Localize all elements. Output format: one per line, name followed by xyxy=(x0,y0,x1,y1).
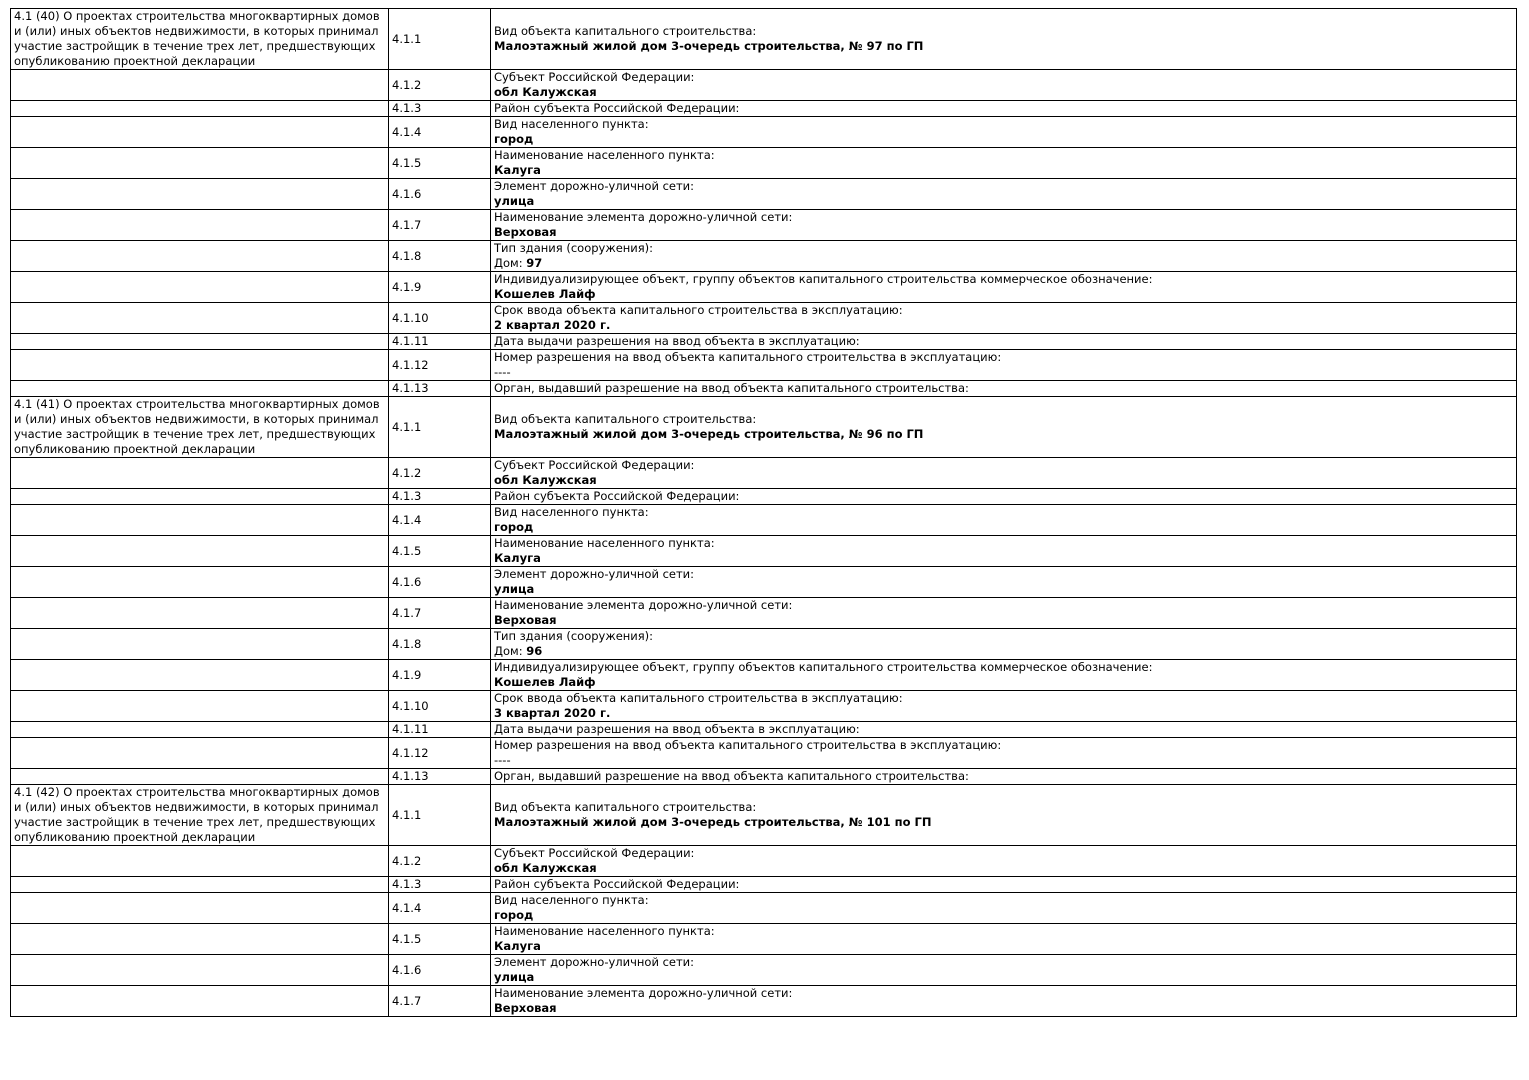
table-row xyxy=(11,381,1517,397)
row-number-cell: 4.1.8 xyxy=(389,241,491,272)
row-number-cell: 4.1.5 xyxy=(389,536,491,567)
section-description-cell: 4.1 (42) О проектах строительства многоквартирных домов и (или) иных объектов недвижимости, в которых принимал участие застройщик в течение трех лет, предшествующих опубликованию проектной декларации xyxy=(11,785,389,846)
row-content-cell xyxy=(491,9,1517,70)
field-value-text: 96 xyxy=(526,644,543,658)
section-description-cell: 4.1 (40) О проектах строительства многоквартирных домов и (или) иных объектов недвижимости, в которых принимал участие застройщик в течение трех лет, предшествующих опубликованию проектной декларации xyxy=(11,9,389,70)
table-row xyxy=(11,846,1517,877)
empty-description-cell xyxy=(11,148,389,179)
field-label: Орган, выдавший разрешение на ввод объекта капитального строительства: xyxy=(494,381,969,395)
row-number-cell: 4.1.4 xyxy=(389,117,491,148)
row-number-cell: 4.1.3 xyxy=(389,489,491,505)
empty-description-cell xyxy=(11,241,389,272)
row-content-cell xyxy=(491,785,1517,846)
field-label: Наименование населенного пункта: xyxy=(494,148,715,162)
field-label: Индивидуализирующее объект, группу объектов капитального строительства коммерческое обозначение: xyxy=(494,660,1153,674)
field-value: обл Калужская xyxy=(494,85,597,99)
row-number-cell: 4.1.6 xyxy=(389,567,491,598)
table-row xyxy=(11,334,1517,350)
empty-description-cell xyxy=(11,179,389,210)
row-content-cell xyxy=(491,893,1517,924)
table-row xyxy=(11,350,1517,381)
field-label: Элемент дорожно-уличной сети: xyxy=(494,955,695,969)
row-number-cell: 4.1.2 xyxy=(389,458,491,489)
row-number-cell: 4.1.4 xyxy=(389,893,491,924)
table-row xyxy=(11,893,1517,924)
field-value: Верховая xyxy=(494,225,557,239)
row-content-cell xyxy=(491,955,1517,986)
row-number-cell: 4.1.9 xyxy=(389,660,491,691)
empty-description-cell xyxy=(11,567,389,598)
field-value: город xyxy=(494,908,534,922)
row-content-cell xyxy=(491,660,1517,691)
field-label: Наименование элемента дорожно-уличной сети: xyxy=(494,210,793,224)
field-value: 3 квартал 2020 г. xyxy=(494,706,611,720)
row-content-cell xyxy=(491,986,1517,1017)
field-label: Тип здания (сооружения): xyxy=(494,629,654,643)
row-content-cell xyxy=(491,381,1517,397)
empty-description-cell xyxy=(11,458,389,489)
row-content-cell xyxy=(491,567,1517,598)
table-row xyxy=(11,785,1517,846)
row-content-cell xyxy=(491,489,1517,505)
table-row xyxy=(11,70,1517,101)
table-row xyxy=(11,458,1517,489)
field-label: Вид объекта капитального строительства: xyxy=(494,412,757,426)
field-label: Вид населенного пункта: xyxy=(494,117,649,131)
row-number-cell: 4.1.12 xyxy=(389,738,491,769)
field-label: Индивидуализирующее объект, группу объектов капитального строительства коммерческое обозначение: xyxy=(494,272,1153,286)
field-label: Вид объекта капитального строительства: xyxy=(494,24,757,38)
field-value: ---- xyxy=(494,753,511,767)
row-content-cell xyxy=(491,241,1517,272)
field-label: Вид населенного пункта: xyxy=(494,505,649,519)
table-row xyxy=(11,272,1517,303)
field-value xyxy=(494,644,1513,659)
field-value: Калуга xyxy=(494,939,541,953)
field-value: город xyxy=(494,132,534,146)
field-label: Район субъекта Российской Федерации: xyxy=(494,101,740,115)
field-label: Элемент дорожно-уличной сети: xyxy=(494,179,695,193)
row-content-cell xyxy=(491,505,1517,536)
empty-description-cell xyxy=(11,893,389,924)
field-label: Субъект Российской Федерации: xyxy=(494,846,695,860)
field-label: Орган, выдавший разрешение на ввод объекта капитального строительства: xyxy=(494,769,969,783)
field-value: Калуга xyxy=(494,551,541,565)
empty-description-cell xyxy=(11,660,389,691)
row-number-cell: 4.1.12 xyxy=(389,350,491,381)
empty-description-cell xyxy=(11,877,389,893)
field-value xyxy=(494,256,1513,271)
row-number-cell: 4.1.1 xyxy=(389,397,491,458)
table-row xyxy=(11,397,1517,458)
row-number-cell: 4.1.1 xyxy=(389,9,491,70)
row-content-cell xyxy=(491,846,1517,877)
project-declaration-table xyxy=(10,8,1517,1017)
row-number-cell: 4.1.13 xyxy=(389,381,491,397)
row-number-cell: 4.1.3 xyxy=(389,877,491,893)
row-content-cell xyxy=(491,691,1517,722)
empty-description-cell xyxy=(11,489,389,505)
empty-description-cell xyxy=(11,722,389,738)
table-row xyxy=(11,986,1517,1017)
table-row xyxy=(11,117,1517,148)
row-number-cell: 4.1.11 xyxy=(389,334,491,350)
empty-description-cell xyxy=(11,955,389,986)
row-content-cell xyxy=(491,598,1517,629)
declaration-table-body xyxy=(11,9,1517,1017)
empty-description-cell xyxy=(11,924,389,955)
field-value: обл Калужская xyxy=(494,861,597,875)
table-row xyxy=(11,629,1517,660)
table-row xyxy=(11,241,1517,272)
table-row xyxy=(11,179,1517,210)
field-value: ---- xyxy=(494,365,511,379)
empty-description-cell xyxy=(11,846,389,877)
row-content-cell xyxy=(491,303,1517,334)
field-value: Малоэтажный жилой дом 3-очередь строительства, № 96 по ГП xyxy=(494,427,924,441)
empty-description-cell xyxy=(11,70,389,101)
row-content-cell xyxy=(491,350,1517,381)
field-value: Кошелев Лайф xyxy=(494,675,596,689)
field-label: Вид объекта капитального строительства: xyxy=(494,800,757,814)
empty-description-cell xyxy=(11,986,389,1017)
field-label: Наименование элемента дорожно-уличной сети: xyxy=(494,986,793,1000)
table-row xyxy=(11,9,1517,70)
empty-description-cell xyxy=(11,536,389,567)
row-number-cell: 4.1.10 xyxy=(389,303,491,334)
field-label: Дата выдачи разрешения на ввод объекта в эксплуатацию: xyxy=(494,722,860,736)
empty-description-cell xyxy=(11,303,389,334)
field-label: Вид населенного пункта: xyxy=(494,893,649,907)
table-row xyxy=(11,769,1517,785)
field-value: Кошелев Лайф xyxy=(494,287,596,301)
field-value: улица xyxy=(494,582,535,596)
field-value: улица xyxy=(494,970,535,984)
empty-description-cell xyxy=(11,505,389,536)
row-content-cell xyxy=(491,179,1517,210)
field-value: улица xyxy=(494,194,535,208)
row-content-cell xyxy=(491,738,1517,769)
empty-description-cell xyxy=(11,738,389,769)
empty-description-cell xyxy=(11,210,389,241)
row-number-cell: 4.1.2 xyxy=(389,70,491,101)
row-number-cell: 4.1.7 xyxy=(389,210,491,241)
field-value: Малоэтажный жилой дом 3-очередь строительства, № 97 по ГП xyxy=(494,39,924,53)
table-row xyxy=(11,877,1517,893)
empty-description-cell xyxy=(11,598,389,629)
field-value: Верховая xyxy=(494,1001,557,1015)
section-description-cell: 4.1 (41) О проектах строительства многоквартирных домов и (или) иных объектов недвижимости, в которых принимал участие застройщик в течение трех лет, предшествующих опубликованию проектной декларации xyxy=(11,397,389,458)
row-content-cell xyxy=(491,334,1517,350)
row-content-cell xyxy=(491,101,1517,117)
field-value: обл Калужская xyxy=(494,473,597,487)
field-label: Тип здания (сооружения): xyxy=(494,241,654,255)
row-content-cell xyxy=(491,769,1517,785)
table-row xyxy=(11,148,1517,179)
row-number-cell: 4.1.9 xyxy=(389,272,491,303)
row-content-cell xyxy=(491,722,1517,738)
row-number-cell: 4.1.10 xyxy=(389,691,491,722)
row-content-cell xyxy=(491,458,1517,489)
field-label: Субъект Российской Федерации: xyxy=(494,70,695,84)
field-label: Наименование населенного пункта: xyxy=(494,924,715,938)
field-value: 2 квартал 2020 г. xyxy=(494,318,611,332)
field-value-prefix: Дом: xyxy=(494,256,527,270)
field-value: город xyxy=(494,520,534,534)
row-content-cell xyxy=(491,924,1517,955)
field-label: Район субъекта Российской Федерации: xyxy=(494,489,740,503)
table-row xyxy=(11,924,1517,955)
empty-description-cell xyxy=(11,769,389,785)
empty-description-cell xyxy=(11,117,389,148)
field-label: Элемент дорожно-уличной сети: xyxy=(494,567,695,581)
field-value: Малоэтажный жилой дом 3-очередь строительства, № 101 по ГП xyxy=(494,815,932,829)
row-content-cell xyxy=(491,629,1517,660)
empty-description-cell xyxy=(11,350,389,381)
row-number-cell: 4.1.11 xyxy=(389,722,491,738)
row-content-cell xyxy=(491,397,1517,458)
field-label: Номер разрешения на ввод объекта капитального строительства в эксплуатацию: xyxy=(494,738,1002,752)
field-label: Наименование населенного пункта: xyxy=(494,536,715,550)
row-number-cell: 4.1.7 xyxy=(389,598,491,629)
table-row xyxy=(11,101,1517,117)
field-value-prefix: Дом: xyxy=(494,644,527,658)
empty-description-cell xyxy=(11,381,389,397)
row-number-cell: 4.1.3 xyxy=(389,101,491,117)
table-row xyxy=(11,955,1517,986)
row-content-cell xyxy=(491,272,1517,303)
field-label: Номер разрешения на ввод объекта капитального строительства в эксплуатацию: xyxy=(494,350,1002,364)
field-label: Срок ввода объекта капитального строительства в эксплуатацию: xyxy=(494,303,903,317)
field-value-text: 97 xyxy=(526,256,543,270)
empty-description-cell xyxy=(11,334,389,350)
empty-description-cell xyxy=(11,691,389,722)
row-number-cell: 4.1.1 xyxy=(389,785,491,846)
table-row xyxy=(11,738,1517,769)
row-number-cell: 4.1.8 xyxy=(389,629,491,660)
table-row xyxy=(11,691,1517,722)
table-row xyxy=(11,567,1517,598)
table-row xyxy=(11,536,1517,567)
field-label: Срок ввода объекта капитального строительства в эксплуатацию: xyxy=(494,691,903,705)
table-row xyxy=(11,660,1517,691)
row-content-cell xyxy=(491,148,1517,179)
row-number-cell: 4.1.13 xyxy=(389,769,491,785)
row-number-cell: 4.1.7 xyxy=(389,986,491,1017)
row-content-cell xyxy=(491,117,1517,148)
row-content-cell xyxy=(491,877,1517,893)
row-number-cell: 4.1.6 xyxy=(389,179,491,210)
field-label: Дата выдачи разрешения на ввод объекта в эксплуатацию: xyxy=(494,334,860,348)
field-label: Наименование элемента дорожно-уличной сети: xyxy=(494,598,793,612)
empty-description-cell xyxy=(11,101,389,117)
row-number-cell: 4.1.2 xyxy=(389,846,491,877)
row-content-cell xyxy=(491,210,1517,241)
table-row xyxy=(11,210,1517,241)
row-number-cell: 4.1.4 xyxy=(389,505,491,536)
row-content-cell xyxy=(491,70,1517,101)
row-number-cell: 4.1.5 xyxy=(389,148,491,179)
table-row xyxy=(11,489,1517,505)
field-label: Район субъекта Российской Федерации: xyxy=(494,877,740,891)
row-content-cell xyxy=(491,536,1517,567)
empty-description-cell xyxy=(11,272,389,303)
row-number-cell: 4.1.6 xyxy=(389,955,491,986)
empty-description-cell xyxy=(11,629,389,660)
field-label: Субъект Российской Федерации: xyxy=(494,458,695,472)
field-value: Калуга xyxy=(494,163,541,177)
row-number-cell: 4.1.5 xyxy=(389,924,491,955)
table-row xyxy=(11,505,1517,536)
table-row xyxy=(11,598,1517,629)
table-row xyxy=(11,303,1517,334)
table-row xyxy=(11,722,1517,738)
field-value: Верховая xyxy=(494,613,557,627)
